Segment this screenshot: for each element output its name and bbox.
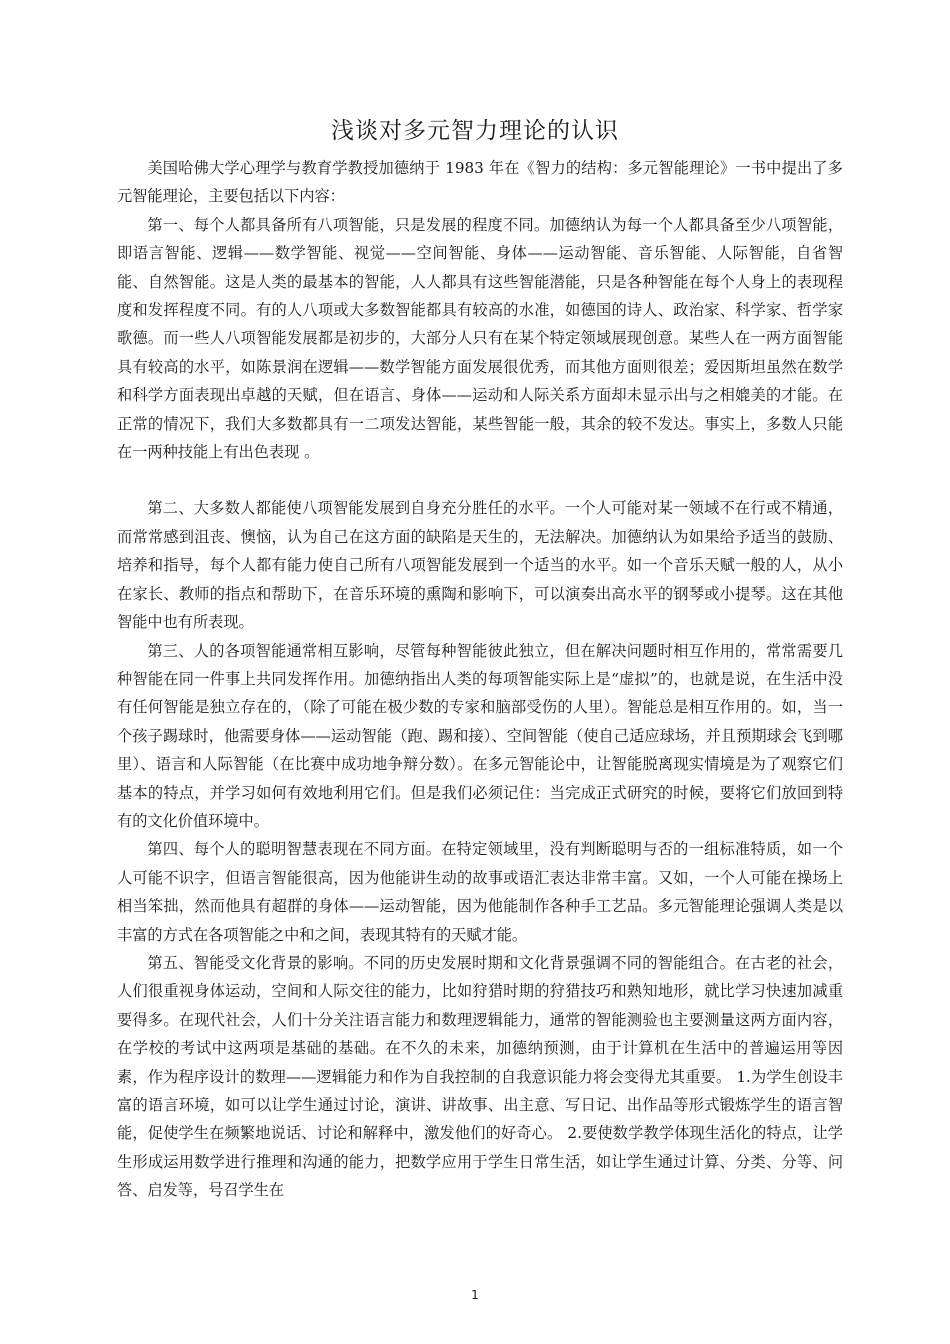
document-body	[117, 154, 843, 1205]
paragraph-point-2: 第二、大多数人都能使八项智能发展到自身充分胜任的水平。一个人可能对某一领域不在行或不精通，而常常感到沮丧、懊恼，认为自己在这方面的缺陷是天生的，无法解决。加德纳认为如果给予适当的鼓励、培养和指导，每个人都有能力使自己所有八项智能发展到一个适当的水平。如一个音乐天赋一般的人，从小在家长、教师的指点和帮助下，在音乐环境的熏陶和影响下，可以演奏出高水平的钢琴或小提琴。这在其他智能中也有所表现。	[117, 499, 843, 632]
paragraph-point-1: 第一、每个人都具备所有八项智能，只是发展的程度不同。加德纳认为每一个人都具备至少八项智能，即语言智能、逻辑——数学智能、视觉——空间智能、身体——运动智能、音乐智能、人际智能，自省智能、自然智能。这是人类的最基本的智能，人人都具有这些智能潜能，只是各种智能在每个人身上的表现程度和发挥程度不同。有的人八项或大多数智能都具有较高的水准，如德国的诗人、政治家、科学家、哲学家歌德。而一些人八项智能发展都是初步的，大部分人只有在某个特定领域展现创意。某些人在一两方面智能具有较高的水平，如陈景润在逻辑——数学智能方面发展很优秀，而其他方面则很差；爱因斯坦虽然在数学和科学方面表现出卓越的天赋，但在语言、身体——运动和人际关系方面却未显示出与之相媲美的才能。在正常的情况下，我们大多数都具有一二项发达智能，某些智能一般，其余的较不发达。事实上，多数人只能在一两种技能上有出色表现 。	[117, 215, 843, 462]
document-title: 浅谈对多元智力理论的认识	[331, 118, 619, 144]
page-number: 1	[471, 1288, 479, 1302]
paragraph-point-5: 第五、智能受文化背景的影响。不同的历史发展时期和文化背景强调不同的智能组合。在古老的社会，人们很重视身体运动，空间和人际交往的能力，比如狩猎时期的狩猎技巧和熟知地形，就比学习快速加减重要得多。在现代社会，人们十分关注语言能力和数理逻辑能力，通常的智能测验也主要测量这两方面内容，在学校的考试中这两项是基础的基础。在不久的未来，加德纳预测，由于计算机在生活中的普遍运用等因素，作为程序设计的数理——逻辑能力和作为自我控制的自我意识能力将会变得尤其重要。 1.为学生创设丰富的语言环境，如可以让学生通过讨论，演讲、讲故事、出主意、写日记、出作品等形式锻炼学生的语言智能，促使学生在频繁地说话、讨论和解释中，激发他们的好奇心。 2.要使数学教学体现生活化的特点，让学生形成运用数学进行推理和沟通的能力，把数学应用于学生日常生活，如让学生通过计算、分类、分等、问答、启发等，号召学生在	[117, 953, 843, 1200]
paragraph-point-3: 第三、人的各项智能通常相互影响，尽管每种智能彼此独立，但在解决问题时相互作用的，常常需要几种智能在同一件事上共同发挥作用。加德纳指出人类的每项智能实际上是“虚拟”的，也就是说，在生活中没有任何智能是独立存在的，（除了可能在极少数的专家和脑部受伤的人里）。智能总是相互作用的。如，当一个孩子踢球时，他需要身体——运动智能（跑、踢和接）、空间智能（使自己适应球场，并且预期球会飞到哪里）、语言和人际智能（在比赛中成功地争辩分数）。在多元智能论中，让智能脱离现实情境是为了观察它们基本的特点，并学习如何有效地利用它们。但是我们必须记住：当完成正式研究的时候，要将它们放回到特有的文化价值环境中。	[117, 641, 843, 830]
paragraph-point-4: 第四、每个人的聪明智慧表现在不同方面。在特定领域里，没有判断聪明与否的一组标准特质，如一个人可能不识字，但语言智能很高，因为他能讲生动的故事或语汇表达非常丰富。又如，一个人可能在操场上相当笨拙，然而他具有超群的身体——运动智能，因为他能制作各种手工艺品。多元智能理论强调人类是以丰富的方式在各项智能之中和之间，表现其特有的天赋才能。	[117, 840, 843, 944]
paragraph-intro: 美国哈佛大学心理学与教育学教授加德纳于 1983 年在《智力的结构：多元智能理论》一书中提出了多元智能理论，主要包括以下内容：	[117, 159, 843, 206]
paragraph-spacer	[117, 466, 843, 494]
